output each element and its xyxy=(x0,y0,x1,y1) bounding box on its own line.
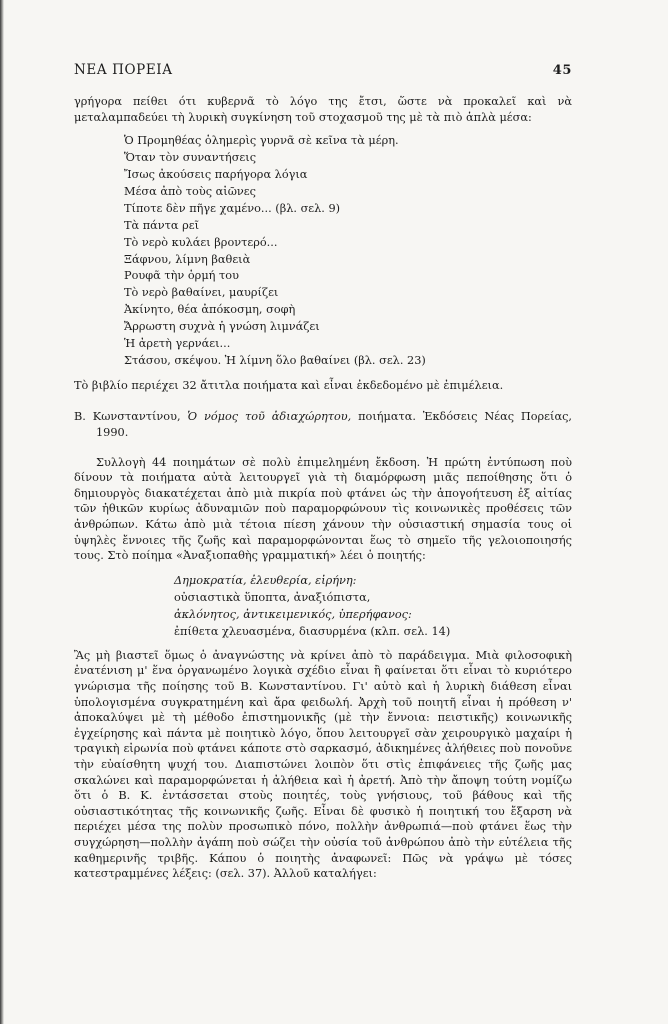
poem-line: Ἴσως ἀκούσεις παρήγορα λόγια xyxy=(124,168,308,181)
poem-line: Τὸ νερὸ βαθαίνει, μαυρίζει xyxy=(124,286,279,300)
poem-line: Ἡ ἀρετὴ γερνάει... xyxy=(124,337,231,351)
quote-line: οὐσιαστικὰ ὕποπτα, ἀναξιόπιστα, xyxy=(174,590,371,604)
poem-line: Μέσα ἀπὸ τοὺς αἰῶνες xyxy=(124,184,256,198)
poem-line: Ὁ Προμηθέας ὁλημερὶς γυρνᾶ σὲ κεῖνα τὰ μέρη. xyxy=(124,134,399,148)
intro-paragraph: γρήγορα πείθει ότι κυβερνᾶ τὸ λόγο της ἔτσι, ὥστε νὰ προκαλεῖ καὶ νὰ μεταλαμπαδεύει τὴ λυρικὴ συγκίνηση τοῦ στοχασμοῦ της μὲ τὰ πιὸ ἁπλὰ μέσα: xyxy=(74,95,572,124)
poem-line: Στάσου, σκέψου. Ἡ λίμνη ὅλο βαθαίνει (βλ. σελ. 23) xyxy=(124,353,426,367)
quote-line: Δημοκρατία, ἐλευθερία, εἰρήνη: xyxy=(174,573,357,587)
reference-title: Ὁ νόμος τοῦ ἀδιαχώρητου, xyxy=(187,410,352,424)
poem-excerpt xyxy=(74,133,572,370)
poem-line: Ὅταν τὸν συναντήσεις xyxy=(124,151,257,165)
poem-line: Τίποτε δὲν πῆγε χαμένο... (βλ. σελ. 9) xyxy=(124,201,341,215)
poem-line: Ρουφᾶ τὴν ὁρμή του xyxy=(124,269,239,283)
page-number: 45 xyxy=(552,63,572,78)
page-header xyxy=(74,62,572,78)
review-paragraph: Συλλογὴ 44 ποιημάτων σὲ πολὺ ἐπιμελημένη ἔκδοση. Ἡ πρώτη ἐντύπωση ποὺ δίνουν τὰ ποιήματα αὐτὰ λειτουργεῖ γιὰ τὴ διαμόρφωση μιᾶς πεποίθησης ὅτι ὁ δημιουργὸς διακατέχεται ἀπὸ μιὰ πικρία ποὺ φτάνει ὡς τὴν ἀπογοήτευση ἐξ αἰτίας τῶν ἠθικῶν κυρίως ἀδυναμιῶν ποὺ παραμορφώνουν τὶς κοινωνικὲς προθέσεις τῶν ἀνθρώπων. Κάτω ἀπὸ μιὰ τέτοια πίεση χάνουν τὴν οὐσιαστική σημασία τους οἱ ὑψηλὲς ἔννοιες τῆς ζωῆς καὶ παραμορφώνονται ἕως τὸ σημεῖο τῆς γελοιοποιησής τους. Στὸ ποίημα «Ἀναξιοπαθὴς γραμματική» λέει ὁ ποιητής: xyxy=(74,455,572,563)
running-title: ΝΕΑ ΠΟΡΕΙΑ xyxy=(74,62,173,78)
poem-line: Τὰ πάντα ρεῖ xyxy=(124,218,200,232)
reference-author: Β. Κωνσταντίνου, xyxy=(74,410,181,424)
review-paragraph: Ἂς μὴ βιαστεῖ ὅμως ὁ ἀναγνώστης νὰ κρίνει ἀπὸ τὸ παράδειγμα. Μιὰ φιλοσοφικὴ ἐνατένιση μ' ἕνα ὀργανωμένο λογικὰ σχέδιο εἶναι ἢ φαίνεται ὅτι εἶναι τὸ κυριότερο γνώρισμα τῆς ποίησης τοῦ Β. Κωνσταντίνου. Γι' αὐτὸ καὶ ἡ λυρικὴ διάθεση εἶναι ὑπολογισμένα συγκρατημένη καὶ ἄρα φειδωλή. Ἀρχὴ τοῦ ποιητῆ εἶναι ἡ πρόθεση ν' ἀποκαλύψει μὲ τὴ μέθοδο ἐπιστημονικῆς (μὲ τὴν ἔννοια: πειστικῆς) κοινωνικῆς ἐγχείρησης καὶ πάντα μὲ ποιητικὸ λόγο, ὅπου λειτουργεῖ σὰν χειρουργικὸ μαχαίρι ἡ τραγικὴ εἰρωνία ποὺ φτάνει κάποτε στὸ σαρκασμό, ἀδικημένες ἀλήθειες ποὺ πονοῦνε τὴν εὐαίσθητη ψυχή του. Διαπιστώνει λοιπὸν ὅτι στὶς ἐπιφάνειες τῆς ζωῆς μας σκαλώνει καὶ παραμορφώνεται ἡ ἀλήθεια καὶ ἡ ἀρετή. Ἀπὸ τὴν ἄποψη τούτη νομίζω ὅτι ὁ Β. Κ. ἐντάσσεται στοὺς ποιητές, τοὺς γνήσιους, τοῦ βάθους καὶ τῆς οὐσιαστικότητας τῆς κοινωνικῆς ζωῆς. Εἶναι δὲ φυσικὸ ἡ ποιητική του ἔξαρση νὰ περιέχει μέσα της πολὺν προσωπικὸ πόνο, πολλὴν ἀνθρωπιά—ποὺ φτάνει ἕως τὴν συγχώρηση—πολλὴν ἀγάπη ποὺ σώζει τὴν οὐσία τοῦ ἀνθρώπου ἀπὸ τὴν εὐτέλεια τῆς καθημερινῆς τριβῆς. Κάπου ὁ ποιητὴς ἀναφωνεῖ: Πῶς νὰ γράψω μὲ τόσες κατεστραμμένες λέξεις: (σελ. 37). Ἀλλοῦ καταλήγει: xyxy=(74,648,572,881)
closing-note: Τὸ βιβλίο περιέχει 32 ἄτιτλα ποιήματα καὶ εἶναι ἐκδεδομένο μὲ ἐπιμέλεια. xyxy=(74,378,504,392)
poem-line: Ἀκίνητο, θέα ἀπόκοσμη, σοφὴ xyxy=(124,303,296,317)
quote-line: ἐπίθετα χλευασμένα, διασυρμένα (κλπ. σελ. 14) xyxy=(174,624,451,638)
reference-details: ποιήματα. Ἐκδόσεις Νέας Πορείας, 1990. xyxy=(96,410,573,440)
poem-line: Ἄρρωστη συχνὰ ἡ γνώση λιμνάζει xyxy=(124,320,320,334)
book-reference xyxy=(74,409,572,440)
page-body xyxy=(74,94,572,882)
quote-line: ἀκλόνητος, ἀντικειμενικός, ὑπερήφανος: xyxy=(174,607,412,621)
quoted-verse xyxy=(74,572,572,640)
poem-line: Τὸ νερὸ κυλάει βροντερό... xyxy=(124,235,278,249)
poem-line: Ξάφνου, λίμνη βαθειὰ xyxy=(124,252,251,266)
page-binding-edge xyxy=(0,0,4,1024)
